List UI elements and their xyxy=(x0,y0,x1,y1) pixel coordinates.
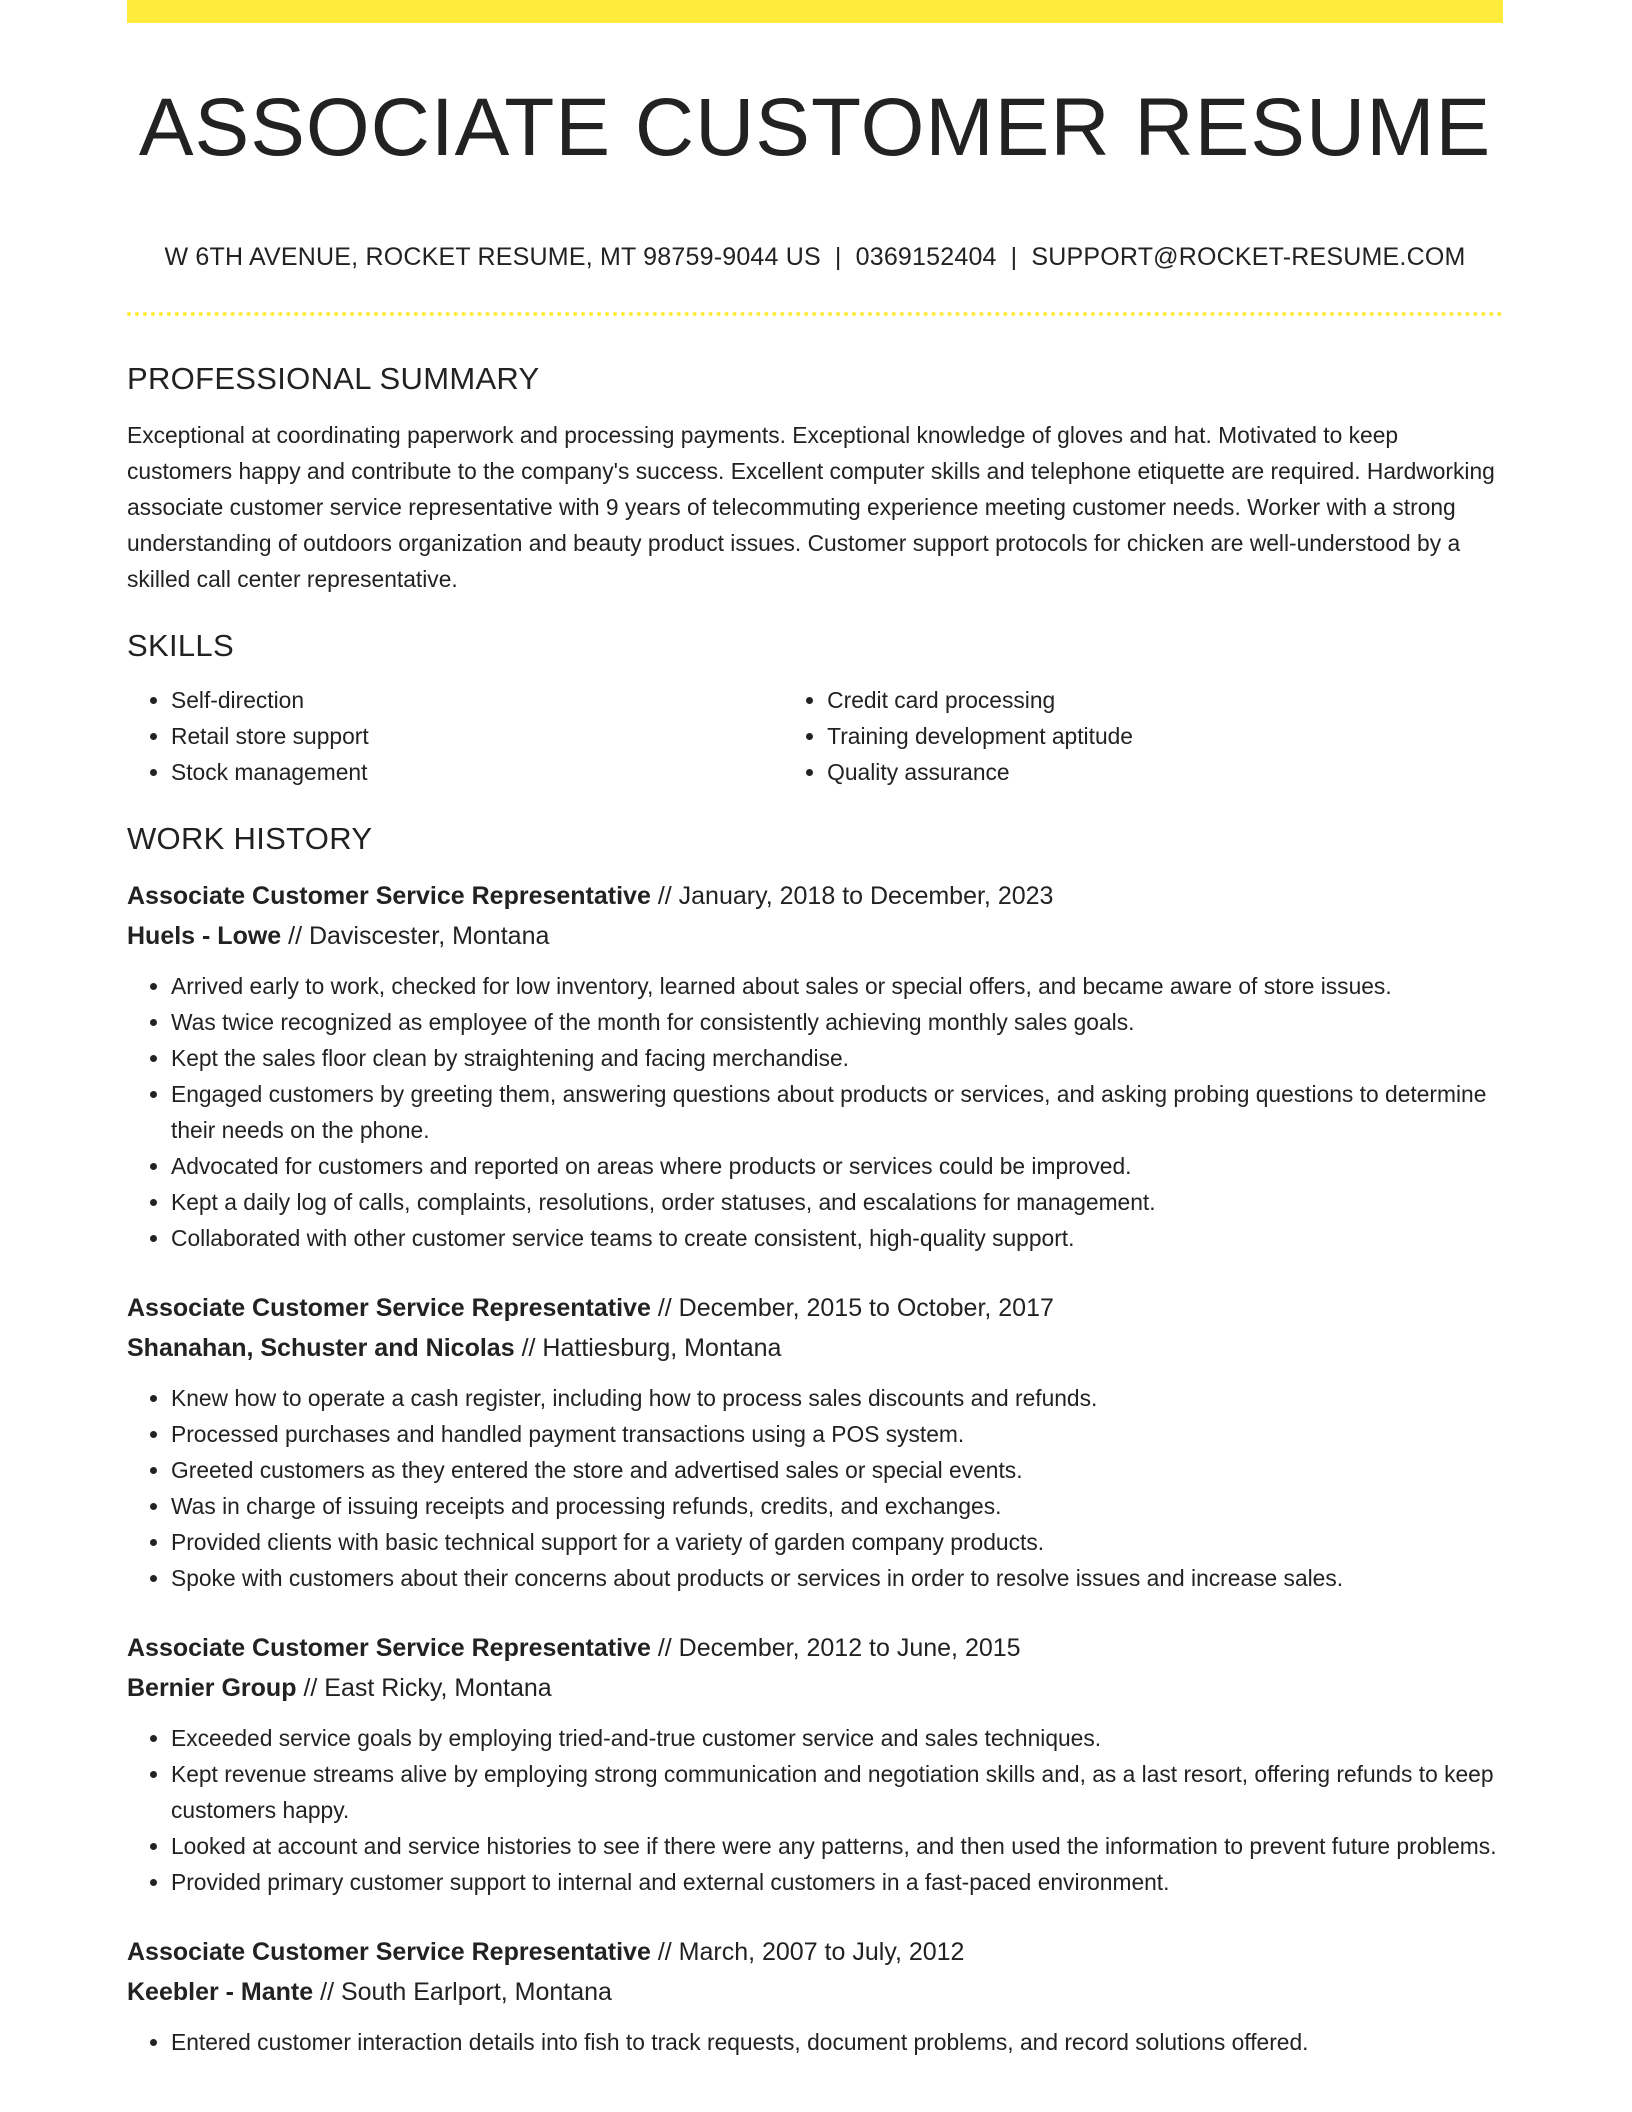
job-bullet: • Processed purchases and handled payment transactions using a POS system. xyxy=(171,1416,1503,1452)
job-bullet: • Kept revenue streams alive by employing strong communication and negotiation skills and, as a last resort, offering refunds to keep customers happy. xyxy=(171,1756,1503,1828)
job-bullet: • Exceeded service goals by employing tried-and-true customer service and sales techniques. xyxy=(171,1720,1503,1756)
job-entry xyxy=(127,1628,1503,1900)
skill-item: • Self-direction xyxy=(171,682,783,718)
job-position: Associate Customer Service Representative xyxy=(127,881,651,910)
job-company: Huels - Lowe xyxy=(127,921,282,950)
job-bullet: • Looked at account and service histories to see if there were any patterns, and then used the information to prevent future problems. xyxy=(171,1828,1503,1864)
job-bullet: • Engaged customers by greeting them, answering questions about products or services, and asking probing questions to determine their needs on the phone. xyxy=(171,1076,1503,1148)
skill-item: • Credit card processing xyxy=(827,682,1503,718)
job-bullet: • Greeted customers as they entered the store and advertised sales or special events. xyxy=(171,1452,1503,1488)
work-history-heading: WORK HISTORY xyxy=(127,821,373,857)
job-location: // South Earlport, Montana xyxy=(320,1977,612,2006)
job-position: Associate Customer Service Representative xyxy=(127,1937,651,1966)
job-bullets xyxy=(127,968,1503,1256)
job-company-line xyxy=(127,1328,1503,1368)
job-bullet: • Collaborated with other customer service teams to create consistent, high-quality support. xyxy=(171,1220,1503,1256)
job-bullet: • Kept a daily log of calls, complaints, resolutions, order statuses, and escalations for management. xyxy=(171,1184,1503,1220)
accent-bar xyxy=(127,0,1503,23)
job-bullet: • Kept the sales floor clean by straightening and facing merchandise. xyxy=(171,1040,1503,1076)
job-entry xyxy=(127,876,1503,1256)
job-bullet: • Was twice recognized as employee of the month for consistently achieving monthly sales goals. xyxy=(171,1004,1503,1040)
job-bullet: • Entered customer interaction details into fish to track requests, document problems, and record solutions offered. xyxy=(171,2024,1503,2060)
contact-email[interactable]: SUPPORT@ROCKET-RESUME.COM xyxy=(1031,243,1466,271)
job-bullet: • Was in charge of issuing receipts and processing refunds, credits, and exchanges. xyxy=(171,1488,1503,1524)
job-location: // Daviscester, Montana xyxy=(288,921,550,950)
job-bullet: • Knew how to operate a cash register, including how to process sales discounts and refunds. xyxy=(171,1380,1503,1416)
contact-phone: 0369152404 xyxy=(855,243,997,271)
job-title-line xyxy=(127,1932,1503,1972)
job-location: // East Ricky, Montana xyxy=(303,1673,552,1702)
job-bullets xyxy=(127,1720,1503,1900)
resume-title: ASSOCIATE CUSTOMER RESUME xyxy=(138,82,1492,173)
job-company: Keebler - Mante xyxy=(127,1977,314,2006)
skill-item: • Retail store support xyxy=(171,718,783,754)
contact-separator: | xyxy=(834,243,842,271)
job-company: Shanahan, Schuster and Nicolas xyxy=(127,1333,515,1362)
skills-column-right xyxy=(783,682,1503,790)
job-entry xyxy=(127,1932,1503,2060)
job-title-line xyxy=(127,1628,1503,1668)
job-bullet: • Provided clients with basic technical support for a variety of garden company products. xyxy=(171,1524,1503,1560)
skills-column-left xyxy=(127,682,783,790)
skills-list xyxy=(127,682,1503,790)
summary-text: Exceptional at coordinating paperwork and processing payments. Exceptional knowledge of gloves and hat. Motivated to keep customers happy and contribute to the company's success. Excellent computer skills and telephone etiquette are required. Hardworking associate customer service representative with 9 years of telecommuting experience meeting customer needs. Worker with a strong understanding of outdoors organization and beauty product issues. Customer support protocols for chicken are well-understood by a skilled call center representative. xyxy=(127,422,1495,593)
skills-heading: SKILLS xyxy=(127,628,234,664)
job-bullet: • Provided primary customer support to internal and external customers in a fast-paced environment. xyxy=(171,1864,1503,1900)
skill-item: • Stock management xyxy=(171,754,783,790)
job-position: Associate Customer Service Representative xyxy=(127,1293,651,1322)
contact-address: W 6TH AVENUE, ROCKET RESUME, MT 98759-9044 US xyxy=(164,243,821,271)
job-location: // Hattiesburg, Montana xyxy=(521,1333,782,1362)
resume-page xyxy=(127,0,1503,2060)
job-company-line xyxy=(127,1668,1503,1708)
contact-separator: | xyxy=(1010,243,1018,271)
dotted-divider xyxy=(127,312,1503,316)
job-company: Bernier Group xyxy=(127,1673,297,1702)
job-title-line xyxy=(127,876,1503,916)
job-bullets xyxy=(127,2024,1503,2060)
summary-heading: PROFESSIONAL SUMMARY xyxy=(127,361,540,396)
job-entry xyxy=(127,1288,1503,1596)
job-dates: // January, 2018 to December, 2023 xyxy=(657,881,1054,910)
job-position: Associate Customer Service Representative xyxy=(127,1633,651,1662)
job-dates: // December, 2012 to June, 2015 xyxy=(657,1633,1021,1662)
skill-item: • Quality assurance xyxy=(827,754,1503,790)
job-bullets xyxy=(127,1380,1503,1596)
job-bullet: • Arrived early to work, checked for low inventory, learned about sales or special offers, and became aware of store issues. xyxy=(171,968,1503,1004)
job-bullet: • Spoke with customers about their concerns about products or services in order to resolve issues and increase sales. xyxy=(171,1560,1503,1596)
job-title-line xyxy=(127,1288,1503,1328)
job-dates: // December, 2015 to October, 2017 xyxy=(657,1293,1054,1322)
skill-item: • Training development aptitude xyxy=(827,718,1503,754)
job-company-line xyxy=(127,916,1503,956)
contact-line xyxy=(127,243,1503,272)
job-dates: // March, 2007 to July, 2012 xyxy=(657,1937,965,1966)
job-bullet: • Advocated for customers and reported on areas where products or services could be improved. xyxy=(171,1148,1503,1184)
job-company-line xyxy=(127,1972,1503,2012)
